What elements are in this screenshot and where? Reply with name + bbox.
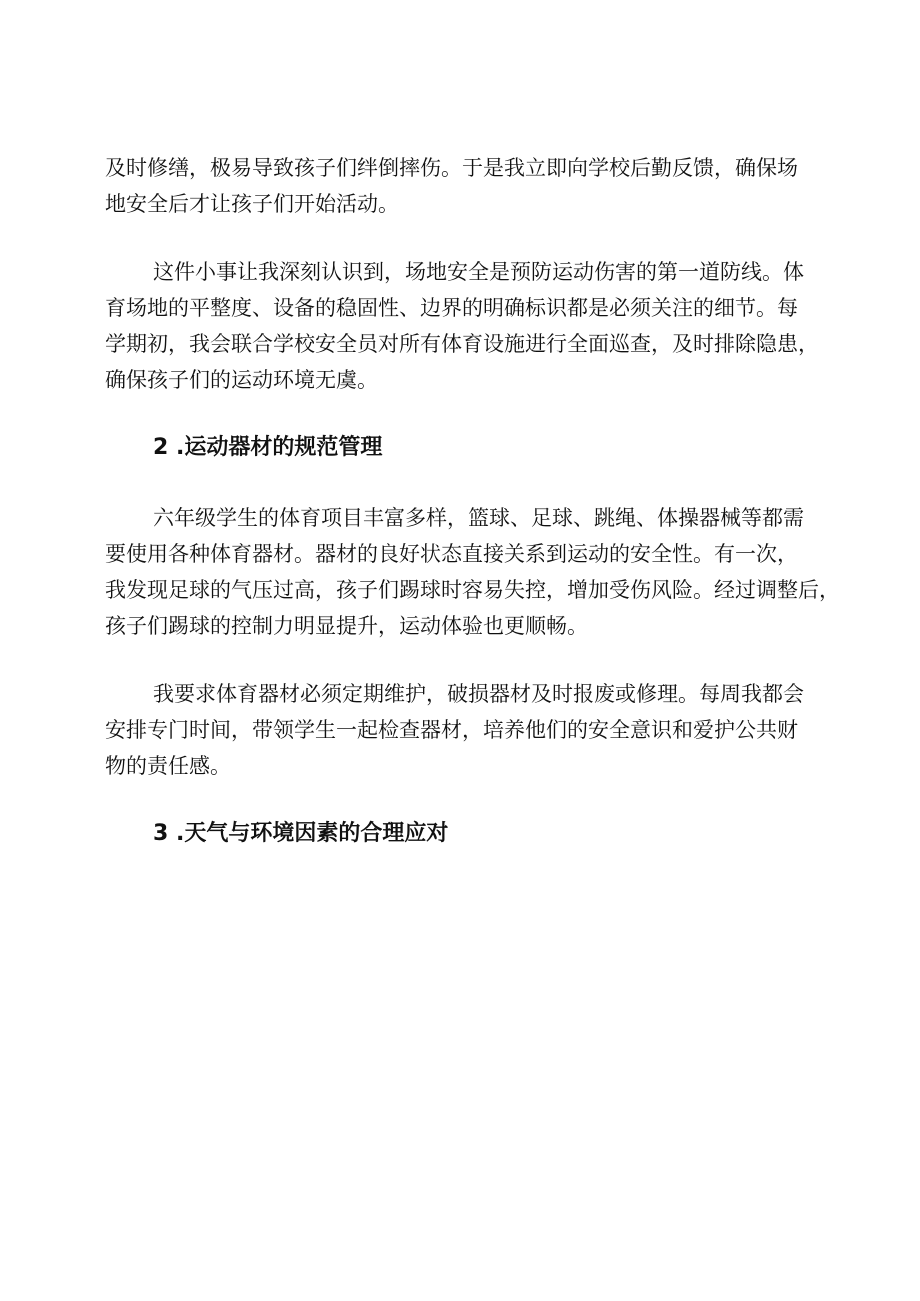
paragraph-spacer — [105, 222, 825, 254]
paragraph-line: 这件小事让我深刻认识到，场地安全是预防运动伤害的第一道防线。体 — [153, 260, 804, 284]
section-heading-3: 3 .天气与环境因素的合理应对 — [153, 821, 449, 846]
paragraph-spacer — [105, 784, 825, 816]
paragraph-spacer — [105, 466, 825, 500]
document-body — [105, 150, 840, 852]
paragraph-2 — [105, 254, 825, 398]
paragraph-line: 我要求体育器材必须定期维护，破损器材及时报废或修理。每周我都会 — [153, 682, 804, 706]
paragraph-line: 我发现足球的气压过高，孩子们踢球时容易失控，增加受伤风险。经过调整后， — [105, 578, 840, 602]
paragraph-line: 安排专门时间，带领学生一起检查器材，培养他们的安全意识和爱护公共财 — [105, 718, 798, 742]
paragraph-spacer — [105, 644, 825, 676]
paragraph-line: 学期初，我会联合学校安全员对所有体育设施进行全面巡查，及时排除隐患， — [105, 332, 819, 356]
paragraph-line: 育场地的平整度、设备的稳固性、边界的明确标识都是必须关注的细节。每 — [105, 296, 798, 320]
paragraph-3 — [105, 500, 840, 644]
paragraph-line: 要使用各种体育器材。器材的良好状态直接关系到运动的安全性。有一次， — [105, 542, 798, 566]
paragraph-4 — [105, 676, 825, 784]
paragraph-line: 物的责任感。 — [105, 754, 231, 778]
paragraph-line: 及时修缮，极易导致孩子们绊倒摔伤。于是我立即向学校后勤反馈，确保场 — [105, 156, 798, 180]
paragraph-1 — [105, 150, 825, 222]
paragraph-line: 孩子们踢球的控制力明显提升，运动体验也更顺畅。 — [105, 614, 588, 638]
paragraph-spacer — [105, 398, 825, 430]
paragraph-line: 地安全后才让孩子们开始活动。 — [105, 192, 399, 216]
paragraph-line: 六年级学生的体育项目丰富多样，篮球、足球、跳绳、体操器械等都需 — [153, 506, 804, 530]
paragraph-line: 确保孩子们的运动环境无虞。 — [105, 368, 378, 392]
section-heading-2: 2 .运动器材的规范管理 — [153, 435, 383, 460]
